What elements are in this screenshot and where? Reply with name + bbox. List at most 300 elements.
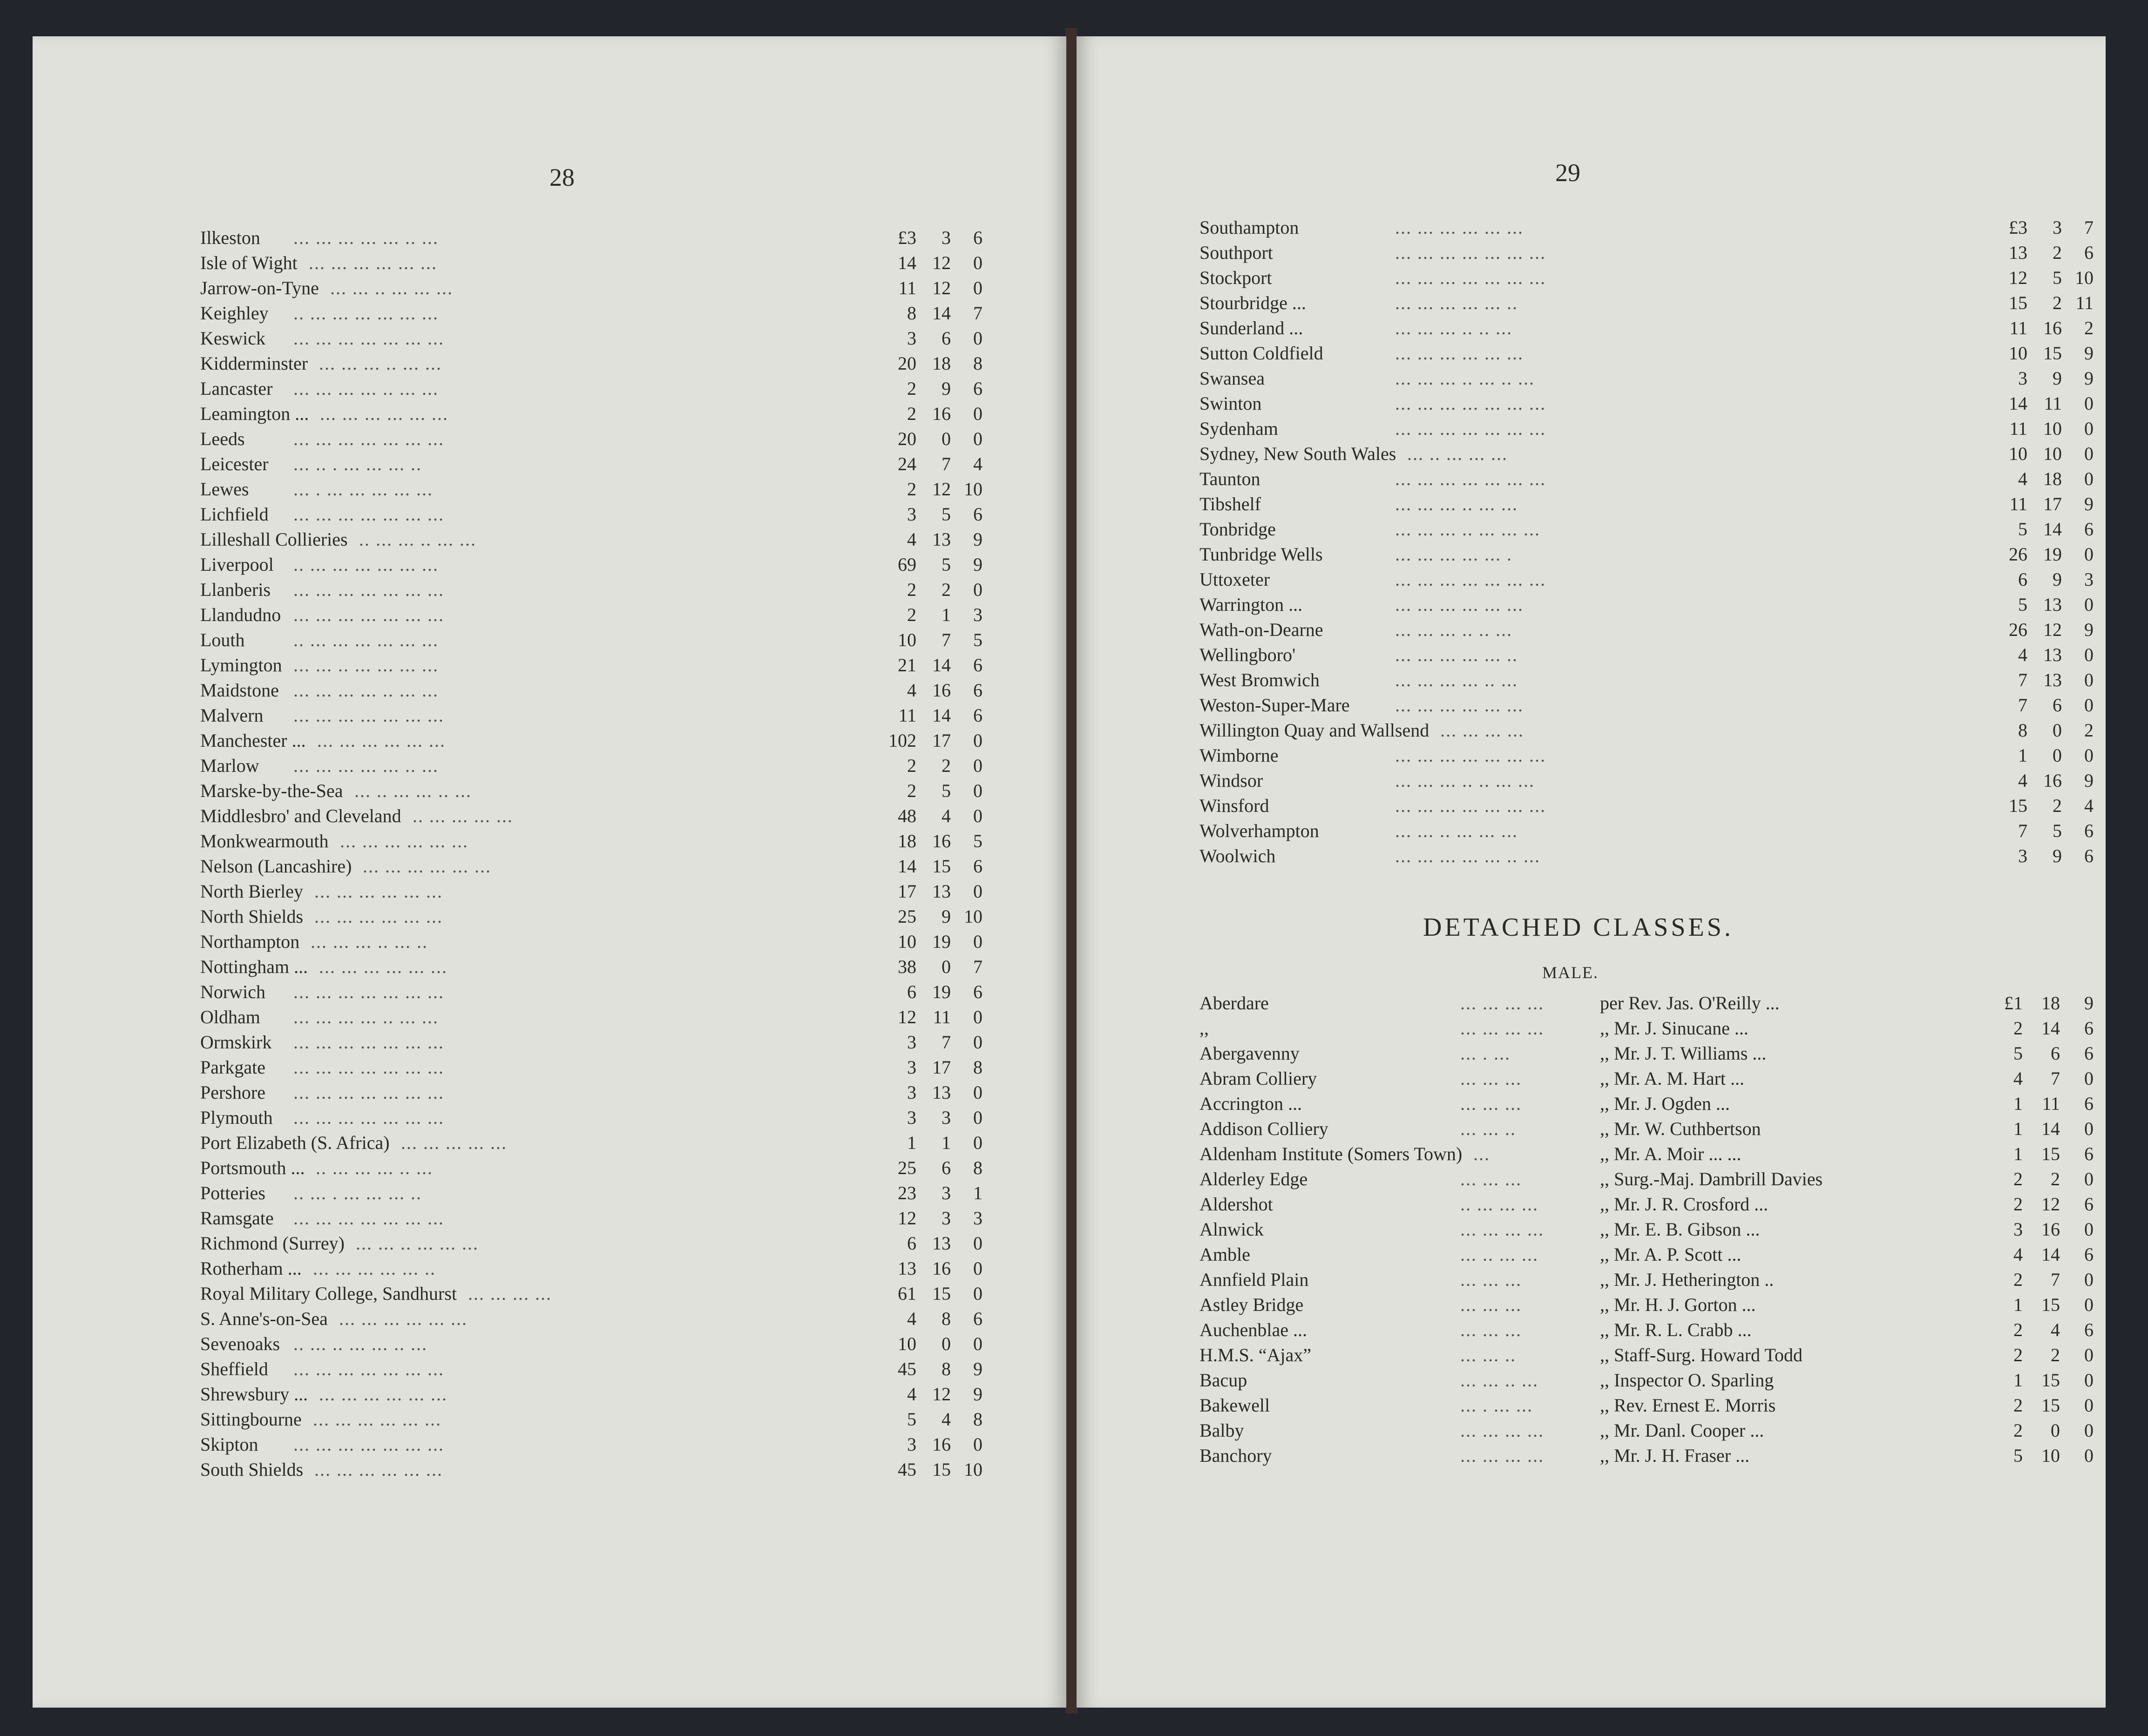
leader-dots: ... .. ... ... .. ... bbox=[354, 780, 472, 801]
ledger-row bbox=[200, 326, 983, 351]
place-name: Wellingboro' bbox=[1199, 644, 1296, 665]
amount-pounds: 48 bbox=[898, 805, 916, 826]
amount-shillings: 17 bbox=[2043, 493, 2062, 514]
leader-dots: ... ... ... ... ... ... bbox=[1395, 594, 1524, 615]
amount-shillings: 10 bbox=[2041, 1445, 2060, 1466]
leader-dots: ... ... .. ... ... ... bbox=[356, 1233, 479, 1254]
amount-pounds: 4 bbox=[907, 529, 916, 550]
place-name: H.M.S. “Ajax” bbox=[1199, 1344, 1311, 1365]
place-name: Swansea bbox=[1199, 368, 1265, 389]
amount-pounds: 11 bbox=[2009, 418, 2027, 439]
amount-pence: 0 bbox=[973, 1333, 983, 1354]
leader-dots: .. ... ... ... bbox=[1460, 1194, 1538, 1215]
amount-pounds: 12 bbox=[2009, 267, 2027, 288]
ledger-row bbox=[1199, 718, 2094, 743]
amount-pence: 10 bbox=[964, 1459, 983, 1480]
amount-pounds: 7 bbox=[2018, 695, 2027, 716]
leader-dots: ... .. ... ... ... bbox=[1407, 443, 1508, 464]
leader-dots: ... ... ... ... ... ... ... bbox=[1395, 468, 1546, 489]
ledger-row bbox=[200, 527, 983, 552]
amount-pounds: 11 bbox=[898, 705, 916, 726]
amount-pence: 0 bbox=[2084, 418, 2094, 439]
place-name: Northampton bbox=[200, 931, 300, 952]
ledger-row bbox=[200, 753, 983, 778]
amount-shillings: 17 bbox=[932, 730, 951, 751]
collector-name: per Rev. Jas. O'Reilly ... bbox=[1600, 993, 1780, 1013]
leader-dots: ... ... ... ... ... ... bbox=[309, 252, 437, 273]
leader-dots: ... ... ... ... bbox=[468, 1283, 552, 1304]
section-title: DETACHED CLASSES. bbox=[1423, 913, 1734, 942]
ledger-row bbox=[1199, 693, 2094, 718]
amount-pounds: 15 bbox=[2009, 292, 2027, 313]
amount-pounds: 8 bbox=[2018, 720, 2027, 741]
amount-pounds: 3 bbox=[907, 1107, 916, 1128]
amount-pounds: 20 bbox=[898, 428, 916, 449]
amount-pounds: 45 bbox=[898, 1358, 916, 1379]
amount-shillings: 3 bbox=[942, 1182, 951, 1203]
ledger-row bbox=[1199, 793, 2094, 818]
leader-dots: ... ... ... ... ... ... ... bbox=[293, 328, 444, 349]
amount-pounds: 2 bbox=[2013, 1169, 2023, 1189]
leader-dots: ... ... ... .. ... ... ... bbox=[1395, 519, 1540, 540]
ledger-row bbox=[200, 276, 983, 301]
amount-pence: 0 bbox=[2084, 695, 2094, 716]
place-name: Annfield Plain bbox=[1199, 1269, 1309, 1290]
ledger-row bbox=[1199, 341, 2094, 366]
leader-dots: ... ... ... ... ... ... bbox=[314, 906, 443, 927]
amount-shillings: 15 bbox=[2041, 1395, 2060, 1416]
amount-pounds: 1 bbox=[2013, 1370, 2023, 1391]
amount-pounds: 5 bbox=[2018, 594, 2027, 615]
amount-shillings: 9 bbox=[2053, 569, 2062, 590]
amount-pence: 2 bbox=[2084, 720, 2094, 741]
ledger-row bbox=[1199, 1267, 2094, 1292]
leader-dots: ... ... ... ... ... ... ... bbox=[293, 1208, 444, 1229]
amount-pounds: 10 bbox=[2009, 443, 2027, 464]
collector-name: ,, Mr. A. Moir ... ... bbox=[1600, 1143, 1741, 1164]
ledger-row bbox=[1199, 1016, 2094, 1041]
ledger-row bbox=[200, 804, 983, 829]
amount-pounds: 2 bbox=[2013, 1194, 2023, 1215]
place-name: Lewes bbox=[200, 479, 249, 500]
leader-dots: ... ... ... ... ... ... ... bbox=[293, 705, 444, 726]
ledger-row bbox=[200, 1206, 983, 1231]
leader-dots: ... ... ... bbox=[1460, 1068, 1522, 1089]
amount-shillings: 6 bbox=[942, 1157, 951, 1178]
amount-pence: 5 bbox=[973, 831, 983, 851]
amount-pence: 9 bbox=[973, 529, 983, 550]
amount-shillings: 14 bbox=[932, 655, 951, 675]
leader-dots: ... ... ... .. ... ... bbox=[1395, 493, 1518, 514]
amount-shillings: 15 bbox=[2041, 1370, 2060, 1391]
ledger-row bbox=[1199, 492, 2094, 517]
ledger-row bbox=[200, 1331, 983, 1357]
amount-pounds: 38 bbox=[898, 956, 916, 977]
collector-name: ,, Mr. A. P. Scott ... bbox=[1600, 1244, 1741, 1265]
amount-shillings: 5 bbox=[942, 504, 951, 525]
section-subtitle: MALE. bbox=[1542, 963, 1599, 982]
amount-pounds: 2 bbox=[907, 378, 916, 399]
ledger-row bbox=[1199, 1066, 2094, 1091]
leader-dots: ... ... ... ... ... ... bbox=[1395, 217, 1524, 238]
amount-shillings: 16 bbox=[932, 1258, 951, 1279]
amount-pounds: 3 bbox=[907, 1082, 916, 1103]
amount-pence: 6 bbox=[2084, 1319, 2094, 1340]
amount-shillings: 15 bbox=[2043, 343, 2062, 364]
amount-pounds: 2 bbox=[2013, 1319, 2023, 1340]
leader-dots: .. ... .. ... ... .. ... bbox=[293, 1333, 427, 1354]
amount-pence: 9 bbox=[2084, 343, 2094, 364]
place-name: Woolwich bbox=[1199, 845, 1276, 866]
amount-shillings: 4 bbox=[942, 805, 951, 826]
ledger-row bbox=[1199, 290, 2094, 316]
ledger-row bbox=[200, 1181, 983, 1206]
amount-pence: 0 bbox=[2084, 1395, 2094, 1416]
amount-shillings: 0 bbox=[2053, 745, 2062, 766]
leader-dots: ... ... ... .. .. ... ... bbox=[1395, 770, 1535, 791]
leader-dots: ... . ... bbox=[1460, 1043, 1511, 1064]
amount-pence: 0 bbox=[2084, 1370, 2094, 1391]
place-name: Winsford bbox=[1199, 795, 1269, 816]
ledger-row bbox=[200, 401, 983, 426]
amount-pence: 6 bbox=[973, 981, 983, 1002]
amount-pence: 0 bbox=[973, 1032, 983, 1053]
place-name: Sydney, New South Wales bbox=[1199, 443, 1396, 464]
amount-shillings: 16 bbox=[932, 403, 951, 424]
amount-shillings: 13 bbox=[932, 1233, 951, 1254]
collector-name: ,, Mr. A. M. Hart ... bbox=[1600, 1068, 1744, 1089]
amount-shillings: 5 bbox=[2053, 267, 2062, 288]
leader-dots: ... ... ... .. ... .. bbox=[311, 931, 428, 952]
leader-dots: ... ... ... ... ... ... bbox=[317, 730, 446, 751]
amount-pounds: 4 bbox=[2018, 644, 2027, 665]
amount-shillings: 13 bbox=[932, 1082, 951, 1103]
amount-pounds: 3 bbox=[907, 328, 916, 349]
amount-shillings: 0 bbox=[942, 956, 951, 977]
amount-pounds: £3 bbox=[2009, 217, 2027, 238]
amount-pence: 0 bbox=[973, 403, 983, 424]
place-name: Sheffield bbox=[200, 1358, 268, 1379]
amount-pence: 6 bbox=[2084, 820, 2094, 841]
collector-name: ,, Mr. R. L. Crabb ... bbox=[1600, 1319, 1752, 1340]
place-name: Stockport bbox=[1199, 267, 1272, 288]
place-name: Monkwearmouth bbox=[200, 831, 329, 851]
amount-pence: 7 bbox=[973, 303, 983, 324]
leader-dots: ... ... ... ... ... ... ... bbox=[1395, 745, 1546, 766]
place-name: Amble bbox=[1199, 1244, 1250, 1265]
ledger-row bbox=[1199, 265, 2094, 290]
leader-dots: ... ... ... ... ... ... bbox=[319, 1384, 447, 1405]
amount-pence: 0 bbox=[973, 1006, 983, 1027]
place-name: Jarrow-on-Tyne bbox=[200, 277, 319, 298]
amount-shillings: 13 bbox=[2043, 594, 2062, 615]
leader-dots: ... ... ... ... ... ... bbox=[339, 1308, 468, 1329]
ledger-row bbox=[1199, 366, 2094, 391]
amount-shillings: 15 bbox=[932, 1459, 951, 1480]
ledger-row bbox=[200, 1457, 983, 1482]
place-name: Nelson (Lancashire) bbox=[200, 856, 352, 877]
amount-shillings: 9 bbox=[2053, 845, 2062, 866]
amount-pounds: 12 bbox=[898, 1006, 916, 1027]
leader-dots: ... ... ... ... ... ... ... bbox=[293, 604, 444, 625]
amount-pounds: 17 bbox=[898, 881, 916, 902]
amount-shillings: 14 bbox=[2041, 1118, 2060, 1139]
amount-shillings: 10 bbox=[2043, 443, 2062, 464]
leader-dots: ... ... ... ... bbox=[1460, 993, 1544, 1013]
amount-pounds: 5 bbox=[2018, 519, 2027, 540]
ledger-row bbox=[200, 602, 983, 628]
amount-pounds: 8 bbox=[907, 303, 916, 324]
amount-pence: 4 bbox=[2084, 795, 2094, 816]
amount-pence: 0 bbox=[2084, 393, 2094, 414]
amount-pounds: 3 bbox=[2018, 845, 2027, 866]
leader-dots: ... ... ... ... ... ... ... bbox=[293, 504, 444, 525]
amount-shillings: 2 bbox=[2053, 242, 2062, 263]
amount-pence: 0 bbox=[2084, 1445, 2094, 1466]
amount-pounds: 5 bbox=[2013, 1445, 2023, 1466]
leader-dots: .. ... ... ... ... ... ... bbox=[293, 629, 439, 650]
amount-shillings: 14 bbox=[2041, 1018, 2060, 1039]
leader-dots: ... ... ... ... ... ... ... bbox=[1395, 795, 1546, 816]
leader-dots: ... ... ... ... ... bbox=[401, 1132, 507, 1153]
leader-dots: ... . ... ... ... ... ... bbox=[293, 479, 433, 500]
leader-dots: ... ... .. ... ... ... bbox=[330, 277, 453, 298]
amount-shillings: 16 bbox=[2043, 770, 2062, 791]
ledger-row bbox=[1199, 1343, 2094, 1368]
ledger-row bbox=[1199, 1192, 2094, 1217]
ledger-row bbox=[200, 954, 983, 979]
ledger-row bbox=[200, 1005, 983, 1030]
place-name: Sevenoaks bbox=[200, 1333, 280, 1354]
ledger-row bbox=[200, 1055, 983, 1080]
page-number: 29 bbox=[1555, 159, 1580, 187]
place-name: Balby bbox=[1199, 1420, 1244, 1441]
amount-pence: 9 bbox=[2084, 493, 2094, 514]
amount-pence: 11 bbox=[2075, 292, 2094, 313]
ledger-row bbox=[1199, 567, 2094, 592]
amount-pounds: 6 bbox=[2018, 569, 2027, 590]
ledger-row bbox=[200, 1231, 983, 1256]
ledger-row bbox=[200, 854, 983, 879]
place-name: Rotherham ... bbox=[200, 1258, 302, 1279]
ledger-row bbox=[1199, 844, 2094, 869]
amount-pence: 6 bbox=[2084, 1244, 2094, 1265]
place-name: Plymouth bbox=[200, 1107, 273, 1128]
leader-dots: ... ... ... ... ... .. ... bbox=[293, 755, 439, 776]
amount-pounds: 61 bbox=[898, 1283, 916, 1304]
ledger-row bbox=[200, 502, 983, 527]
amount-pounds: 4 bbox=[907, 680, 916, 701]
place-name: Astley Bridge bbox=[1199, 1294, 1304, 1315]
amount-pence: 1 bbox=[973, 1182, 983, 1203]
collector-name: ,, Mr. E. B. Gibson ... bbox=[1600, 1219, 1760, 1240]
amount-pounds: 1 bbox=[2018, 745, 2027, 766]
ledger-row bbox=[1199, 1041, 2094, 1066]
amount-pounds: 26 bbox=[2009, 619, 2027, 640]
leader-dots: ... ... ... ... bbox=[1460, 1018, 1544, 1039]
amount-pounds: 15 bbox=[2009, 795, 2027, 816]
ledger-row bbox=[1199, 1418, 2094, 1443]
place-name: Portsmouth ... bbox=[200, 1157, 305, 1178]
place-name: Stourbridge ... bbox=[1199, 292, 1306, 313]
amount-shillings: 12 bbox=[2041, 1194, 2060, 1215]
place-name: Norwich bbox=[200, 981, 265, 1002]
ledger-row bbox=[1199, 768, 2094, 793]
amount-pounds: 11 bbox=[2009, 317, 2027, 338]
place-name: Royal Military College, Sandhurst bbox=[200, 1283, 457, 1304]
amount-shillings: 18 bbox=[932, 353, 951, 374]
amount-pounds: 2 bbox=[907, 403, 916, 424]
place-name: Auchenblae ... bbox=[1199, 1319, 1308, 1340]
amount-shillings: 2 bbox=[942, 579, 951, 600]
ledger-row bbox=[200, 250, 983, 276]
amount-pounds: 2 bbox=[907, 579, 916, 600]
place-name: Sydenham bbox=[1199, 418, 1278, 439]
amount-pence: 0 bbox=[2084, 669, 2094, 690]
amount-shillings: 2 bbox=[2051, 1169, 2060, 1189]
place-name: Louth bbox=[200, 629, 245, 650]
amount-pounds: 2 bbox=[907, 604, 916, 625]
collector-name: ,, Staff-Surg. Howard Todd bbox=[1600, 1344, 1802, 1365]
leader-dots: ... ... ... ... ... ... bbox=[1395, 695, 1524, 716]
leader-dots: ... ... ... ... ... ... ... bbox=[1395, 418, 1546, 439]
amount-shillings: 12 bbox=[932, 479, 951, 500]
leader-dots: ... ... ... .. .. ... bbox=[1395, 317, 1512, 338]
leader-dots: .. ... ... ... ... bbox=[413, 805, 513, 826]
collector-name: ,, Mr. J. Hetherington .. bbox=[1600, 1269, 1774, 1290]
ledger-row bbox=[1199, 1368, 2094, 1393]
amount-pounds: 3 bbox=[907, 1032, 916, 1053]
place-name: Ramsgate bbox=[200, 1208, 274, 1229]
amount-pence: 0 bbox=[973, 428, 983, 449]
amount-pence: 6 bbox=[973, 680, 983, 701]
place-name: Tonbridge bbox=[1199, 519, 1276, 540]
amount-shillings: 16 bbox=[2041, 1219, 2060, 1240]
amount-pence: 9 bbox=[973, 1358, 983, 1379]
ledger-row bbox=[1199, 416, 2094, 441]
amount-pounds: 4 bbox=[2013, 1244, 2023, 1265]
place-name: Parkgate bbox=[200, 1057, 265, 1078]
place-name: Kidderminster bbox=[200, 353, 308, 374]
leader-dots: ... ... ... ... ... ... bbox=[363, 856, 491, 877]
amount-pounds: 1 bbox=[2013, 1093, 2023, 1114]
ledger-row bbox=[1199, 542, 2094, 567]
amount-pence: 0 bbox=[973, 1132, 983, 1153]
amount-shillings: 3 bbox=[2053, 217, 2062, 238]
ledger-row bbox=[1199, 668, 2094, 693]
collector-name: ,, Mr. J. H. Fraser ... bbox=[1600, 1445, 1750, 1466]
leader-dots: ... ... .. bbox=[1460, 1118, 1516, 1139]
amount-pence: 0 bbox=[2084, 745, 2094, 766]
amount-shillings: 15 bbox=[2041, 1294, 2060, 1315]
place-name: Keswick bbox=[200, 328, 265, 349]
amount-pounds: 11 bbox=[2009, 493, 2027, 514]
ledger-row bbox=[200, 477, 983, 502]
amount-pounds: 18 bbox=[898, 831, 916, 851]
place-name: North Shields bbox=[200, 906, 304, 927]
amount-pence: 2 bbox=[2084, 317, 2094, 338]
leader-dots: ... ... ... ... ... ... ... bbox=[1395, 267, 1546, 288]
amount-pounds: 4 bbox=[2018, 770, 2027, 791]
amount-pence: 3 bbox=[973, 604, 983, 625]
leader-dots: ... ... ... ... .. ... bbox=[1395, 669, 1518, 690]
place-name: Alnwick bbox=[1199, 1219, 1264, 1240]
ledger-row bbox=[200, 653, 983, 678]
amount-pounds: 21 bbox=[898, 655, 916, 675]
amount-pence: 0 bbox=[973, 1082, 983, 1103]
amount-pounds: 26 bbox=[2009, 544, 2027, 565]
leader-dots: ... ... ... ... ... ... ... bbox=[1395, 393, 1546, 414]
amount-shillings: 5 bbox=[2053, 820, 2062, 841]
amount-pence: 6 bbox=[973, 227, 983, 248]
amount-shillings: 14 bbox=[932, 705, 951, 726]
ledger-row bbox=[200, 1105, 983, 1130]
amount-pounds: 4 bbox=[907, 1384, 916, 1405]
amount-pence: 10 bbox=[964, 479, 983, 500]
leader-dots: .. ... ... ... .. ... bbox=[316, 1157, 433, 1178]
amount-pounds: 3 bbox=[2018, 368, 2027, 389]
place-name: Southport bbox=[1199, 242, 1273, 263]
amount-shillings: 3 bbox=[942, 1208, 951, 1229]
leader-dots: ... ... ... bbox=[1460, 1093, 1522, 1114]
ledger-row bbox=[200, 1080, 983, 1105]
leader-dots: ... .. . ... ... ... .. bbox=[293, 453, 422, 474]
ledger-row bbox=[1199, 215, 2094, 240]
amount-pounds: 3 bbox=[2013, 1219, 2023, 1240]
place-name: Abram Colliery bbox=[1199, 1068, 1317, 1089]
amount-pence: 9 bbox=[2084, 770, 2094, 791]
leader-dots: ... ... ... ... ... .. bbox=[313, 1258, 436, 1279]
leader-dots: ... ... ... ... ... . bbox=[1395, 544, 1512, 565]
place-name: Aberdare bbox=[1199, 993, 1269, 1013]
place-name: Port Elizabeth (S. Africa) bbox=[200, 1132, 390, 1153]
amount-pence: 6 bbox=[2084, 1018, 2094, 1039]
amount-pounds: 1 bbox=[2013, 1118, 2023, 1139]
amount-pence: 0 bbox=[2084, 1420, 2094, 1441]
amount-pence: 6 bbox=[973, 378, 983, 399]
leader-dots: ... ... ... ... ... ... bbox=[340, 831, 468, 851]
collector-name: ,, Mr. J. R. Crosford ... bbox=[1600, 1194, 1769, 1215]
amount-shillings: 15 bbox=[2041, 1143, 2060, 1164]
amount-pounds: 6 bbox=[907, 981, 916, 1002]
place-name: Banchory bbox=[1199, 1445, 1272, 1466]
place-name: Alderley Edge bbox=[1199, 1169, 1308, 1189]
place-name: Pershore bbox=[200, 1082, 265, 1103]
amount-pounds: 20 bbox=[898, 353, 916, 374]
amount-pounds: 6 bbox=[907, 1233, 916, 1254]
leader-dots: ... ... ... ... ... .. bbox=[1395, 292, 1518, 313]
amount-pence: 0 bbox=[2084, 1269, 2094, 1290]
place-name: Taunton bbox=[1199, 468, 1260, 489]
leader-dots: ... ... ... ... ... ... bbox=[314, 881, 443, 902]
ledger-row bbox=[200, 929, 983, 954]
place-name: Oldham bbox=[200, 1006, 260, 1027]
amount-pounds: 25 bbox=[898, 1157, 916, 1178]
collector-name: ,, Surg.-Maj. Dambrill Davies bbox=[1600, 1169, 1823, 1189]
ledger-row bbox=[1199, 818, 2094, 844]
ledger-row bbox=[200, 1357, 983, 1382]
amount-pounds: 13 bbox=[898, 1258, 916, 1279]
amount-shillings: 6 bbox=[2053, 695, 2062, 716]
amount-shillings: 13 bbox=[932, 881, 951, 902]
ledger-row bbox=[1199, 1393, 2094, 1418]
leader-dots: ... ... ... ... bbox=[1440, 720, 1524, 741]
amount-shillings: 1 bbox=[942, 1132, 951, 1153]
amount-pence: 0 bbox=[973, 1107, 983, 1128]
amount-pounds: 2 bbox=[907, 479, 916, 500]
leader-dots: ... ... ... ... ... ... bbox=[319, 956, 447, 977]
amount-pounds: 4 bbox=[2013, 1068, 2023, 1089]
